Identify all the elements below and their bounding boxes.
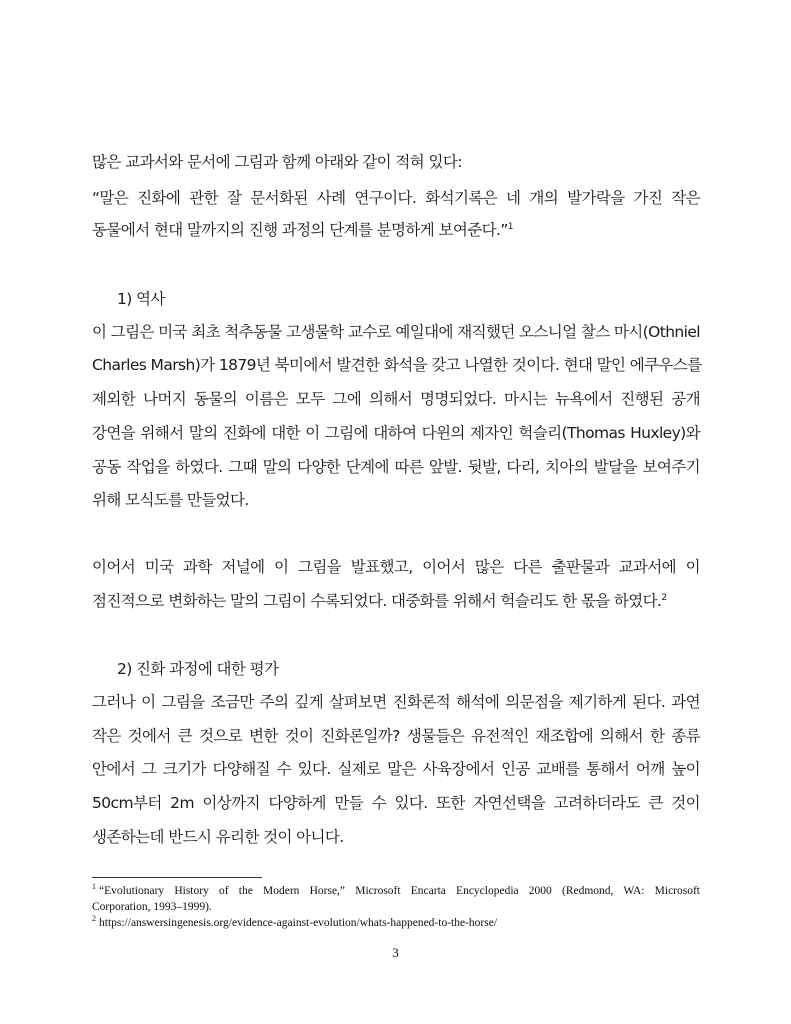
footnote-1-number: 1 <box>92 882 96 892</box>
section-1-line-6: 위해 모식도를 만들었다. <box>92 491 249 509</box>
footnote-ref-2[interactable]: 2 <box>661 592 667 603</box>
footnote-1 <box>92 884 700 899</box>
section-1-line-3: 제외한 나머지 동물의 이름은 모두 그에 의해서 명명되었다. 마시는 뉴욕에서 진행된 공개 <box>92 390 700 408</box>
section-2-heading: 2) 진화 과정에 대한 평가 <box>117 660 279 678</box>
footnote-ref-1[interactable]: 1 <box>507 221 513 232</box>
section-2-line-3: 안에서 그 크기가 다양해질 수 있다. 실제로 말은 사육장에서 인공 교배를 통해서 어깨 높이 <box>92 760 700 778</box>
section-2-line-5: 생존하는데 반드시 유리한 것이 아니다. <box>92 828 344 846</box>
section-1-para2-line-2-text: 점진적으로 변화하는 말의 그림이 수록되었다. 대중화를 위해서 헉슬리도 한 몫을 하였다. <box>92 592 662 610</box>
footnote-2-link[interactable]: https://answersingenesis.org/evidence-against-evolution/whats-happened-to-the-horse/ <box>99 917 498 929</box>
section-2-line-4: 50cm부터 2m 이상까지 다양하게 만들 수 있다. 또한 자연선택을 고려하더라도 큰 것이 <box>92 794 700 812</box>
footnote-2-number: 2 <box>92 914 96 924</box>
section-1-line-2: Charles Marsh)가 1879년 북미에서 발견한 화석을 갖고 나열한 것이다. 현대 말인 에쿠우스를 <box>92 356 702 374</box>
section-2-line-2: 작은 것에서 큰 것으로 변한 것이 진화론일까? 생물들은 유전적인 재조합에 의해서 한 종류 <box>92 727 700 745</box>
intro-line-3 <box>92 220 700 240</box>
footnote-1-text: “Evolutionary History of the Modern Horse,” Microsoft Encarta Encyclopedia 2000 (Redmond, WA: Microsoft <box>99 885 700 897</box>
section-1-line-4: 강연을 위해서 말의 진화에 대한 이 그림에 대하여 다윈의 제자인 헉슬리(Thomas Huxley)와 <box>92 424 700 442</box>
section-2-line-1: 그러나 이 그림을 조금만 주의 깊게 살펴보면 진화론적 해석에 의문점을 제기하게 된다. 과연 <box>92 693 700 711</box>
footnote-2 <box>92 916 700 931</box>
section-1-para2-line-2 <box>92 591 700 611</box>
section-1-heading: 1) 역사 <box>117 290 165 308</box>
section-1-para2-line-1: 이어서 미국 과학 저널에 이 그림을 발표했고, 이어서 많은 다른 출판물과 교과서에 이 <box>92 558 700 576</box>
intro-line-1: 많은 교과서와 문서에 그림과 함께 아래와 같이 적혀 있다: <box>92 153 462 171</box>
intro-line-3-text: 동물에서 현대 말까지의 진행 과정의 단계를 분명하게 보여준다.” <box>92 221 508 239</box>
footnote-1-continued: Corporation, 1993–1999). <box>92 901 212 913</box>
footnote-separator <box>92 877 262 878</box>
section-1-line-1: 이 그림은 미국 최초 척추동물 고생물학 교수로 예일대에 재직했던 오스니얼 찰스 마시(Othniel <box>92 323 700 341</box>
page-number: 3 <box>392 945 399 960</box>
intro-line-2: “말은 진화에 관한 잘 문서화된 사례 연구이다. 화석기록은 네 개의 발가락을 가진 작은 <box>92 189 700 207</box>
section-1-line-5: 공동 작업을 하였다. 그때 말의 다양한 단계에 따른 앞발. 뒷발, 다리, 치아의 발달을 보여주기 <box>92 458 700 476</box>
